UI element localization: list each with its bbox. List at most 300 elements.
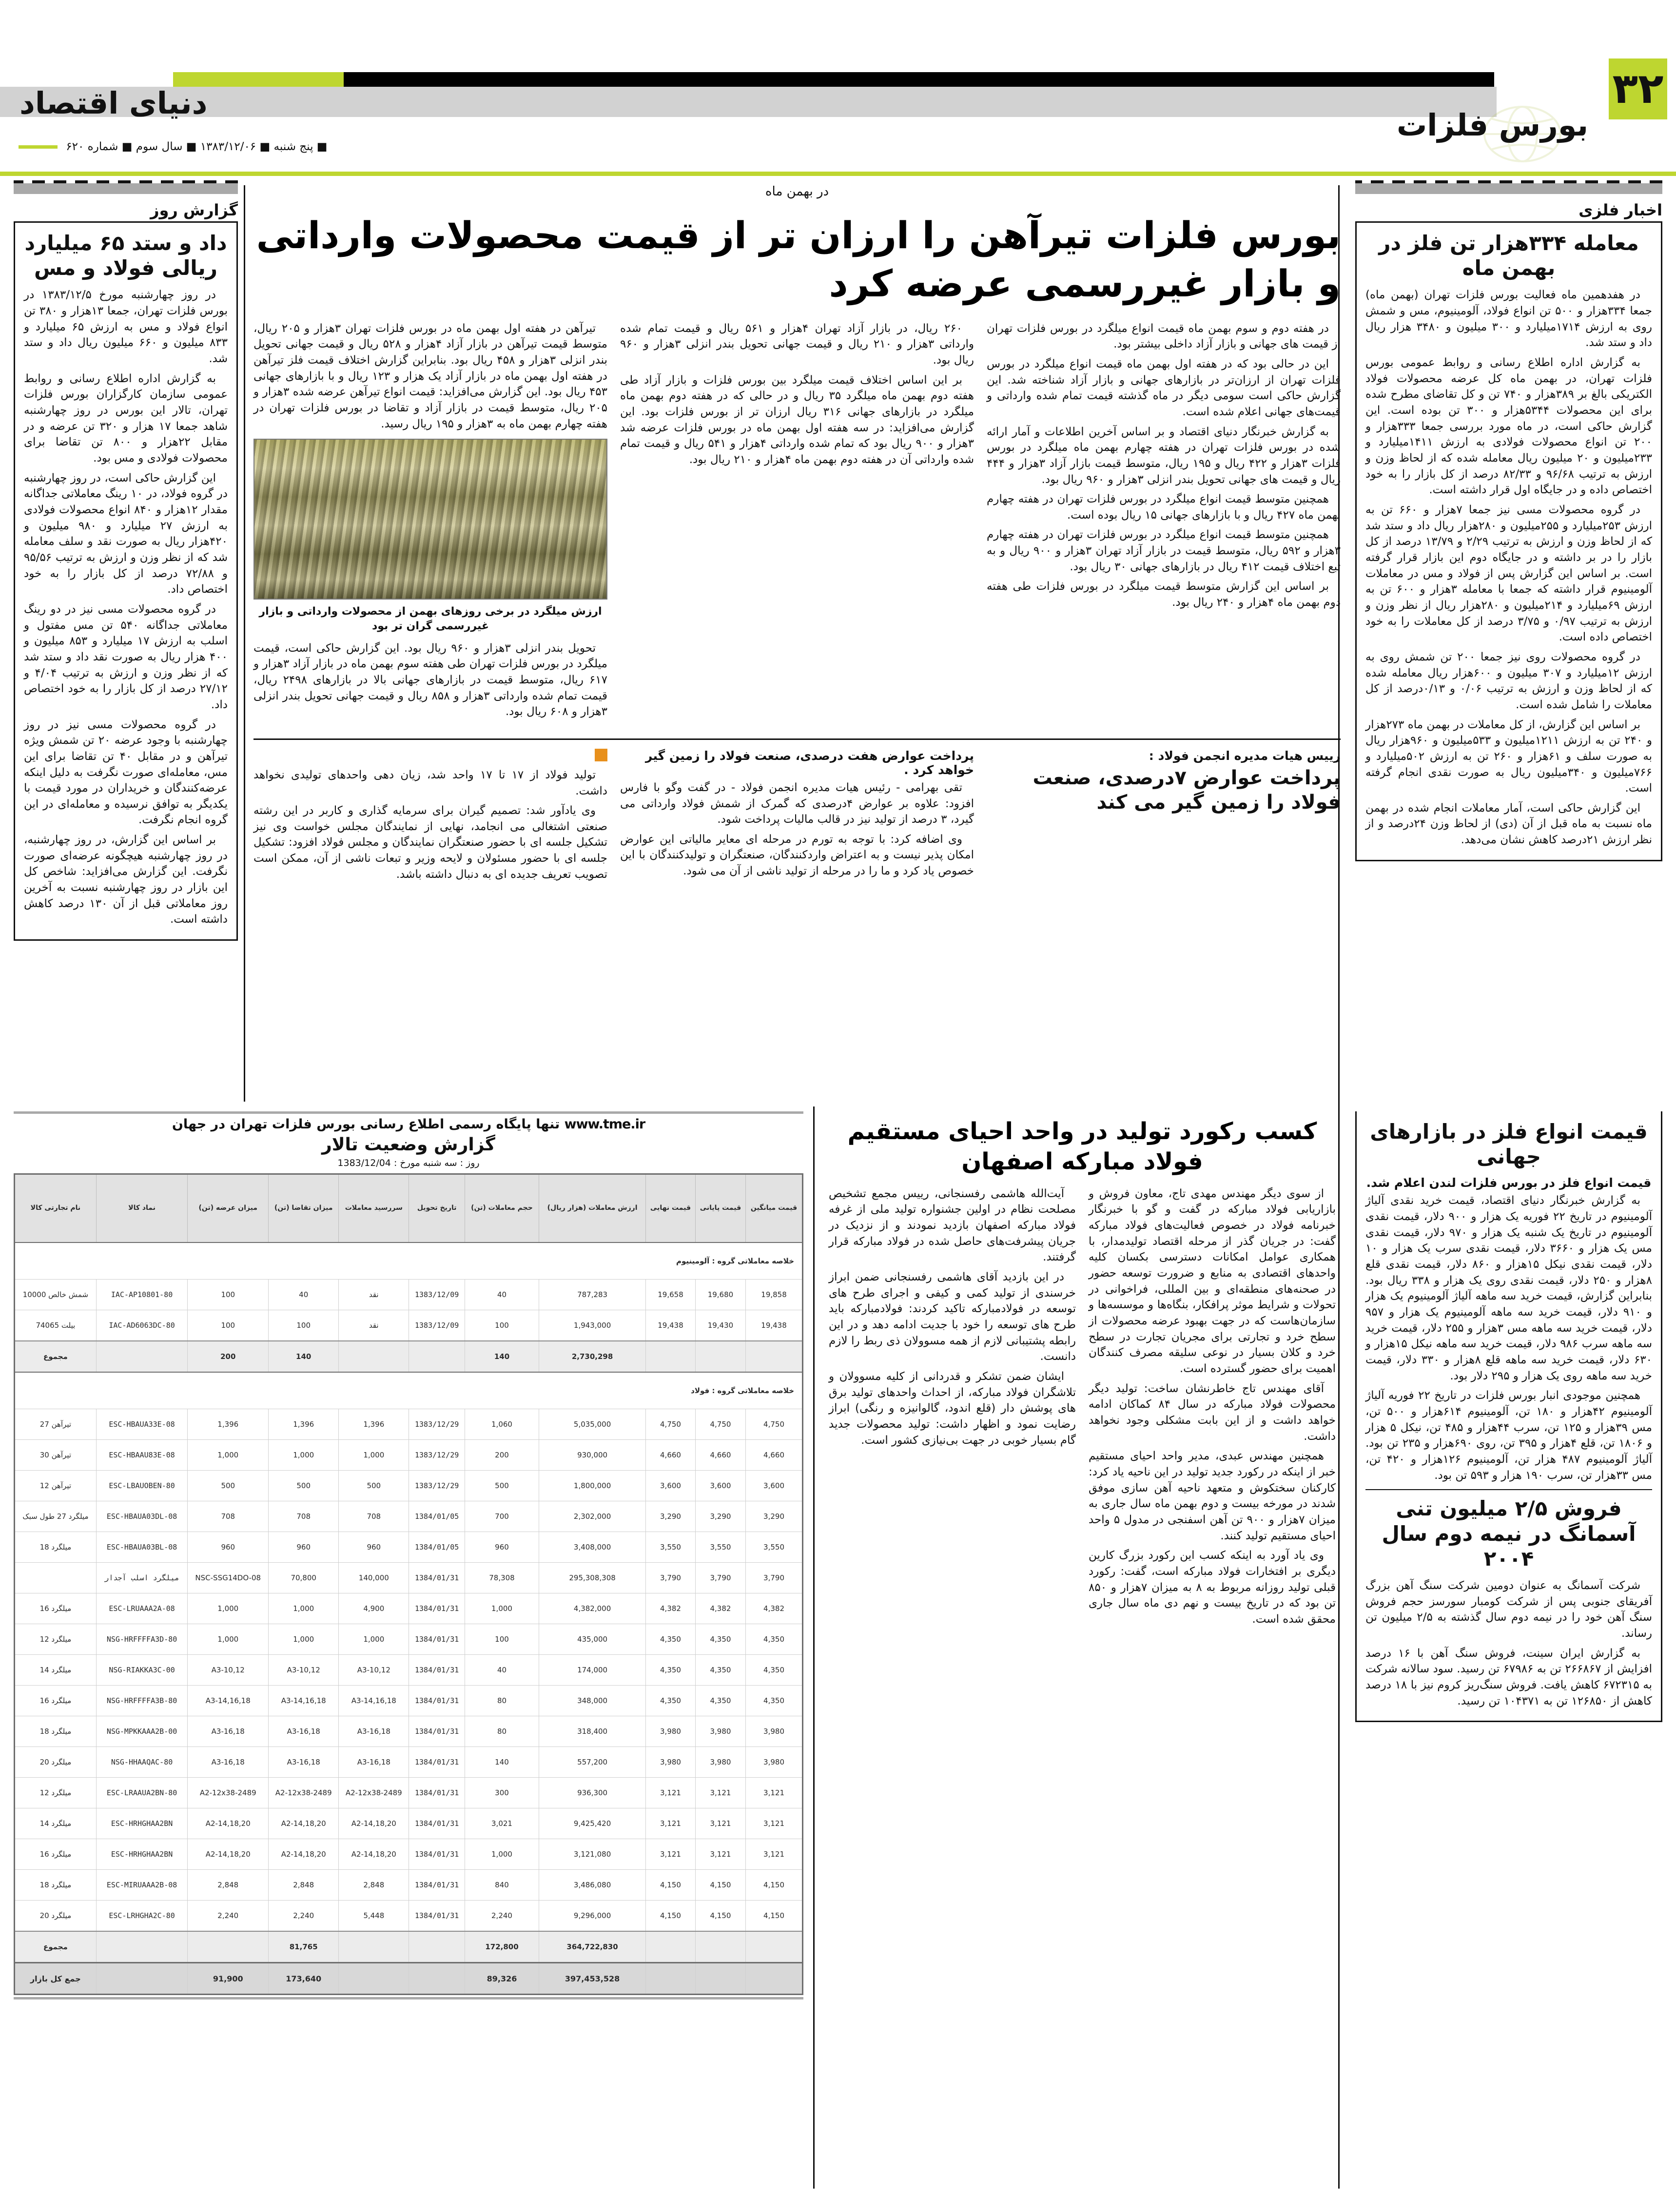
col-avg-price: قیمت میانگین	[746, 1174, 803, 1243]
table-cell: 1384/01/31	[409, 1870, 465, 1901]
table-cell: 4,382	[646, 1593, 696, 1624]
table-cell	[746, 1931, 803, 1963]
col-trade-value: ارزش معاملات (هزار ریال)	[539, 1174, 646, 1243]
table-cell: 1,000	[269, 1440, 339, 1471]
left-para: این گزارش حاکی است، در روز چهارشنبه در گروه فولاد، در ۱۰ رینگ معاملاتی جداگانه مقدار ۱۲هزار و ۸۴۰ انواع محصولات فولادی به ارزش ۲۷ میلیارد و ۹۸۰ میلیون و ۴۲۰هزار ریال به صورت نقد و سلف معامله شد که از نظر وزن و ارزش به ترتیب ۹۵/۵۶ و ۷۲/۸۸ درصد از کل بازار را به خود اختصاص داد.	[24, 471, 228, 596]
table-cell: 2,848	[339, 1870, 409, 1901]
table-cell: 91,900	[188, 1963, 269, 1995]
table-cell: IAC-AD6063DC-80	[96, 1310, 188, 1341]
table-cell: A2-12x38-2489	[269, 1778, 339, 1808]
table-cell: 200	[465, 1440, 539, 1471]
table-title: گزارش وضعیت تالار	[322, 1135, 495, 1155]
table-cell: مجموع	[15, 1931, 97, 1963]
table-cell: 3,290	[695, 1501, 745, 1532]
left-para: به گزارش اداره اطلاع رسانی و روابط عمومی سازمان کارگزاران بورس فلزات تهران، تالار این بورس در روز چهارشنبه شاهد جمعا ۱۷ هزار و ۳۲۰ تن عرضه و در مقابل ۲۲هزار و ۸۰۰ تن تقاضا برای محصولات فولادی و مس بود.	[24, 372, 228, 465]
table-cell: 3,121	[695, 1839, 745, 1870]
table-cell: 1,060	[465, 1409, 539, 1440]
table-cell: 80	[465, 1686, 539, 1716]
table-cell: 1384/01/31	[409, 1624, 465, 1655]
mid-para: آقای مهندس تاج خاطرنشان ساخت: تولید دیگر محصولات فولاد مبارکه در سال ۸۴ کماکان ادامه خواهد داشت و از این بابت مشکلی وجود نخواهد داشت.	[1089, 1382, 1336, 1443]
table-cell: 708	[339, 1501, 409, 1532]
right-story-box-2	[1355, 1111, 1662, 1722]
dateline-dash	[19, 145, 58, 149]
table-cell: A2-14,18,20	[188, 1839, 269, 1870]
article-separator	[253, 738, 1341, 740]
table-cell: 1384/01/31	[409, 1901, 465, 1932]
table-cell	[646, 1963, 696, 1995]
table-cell: 4,350	[646, 1655, 696, 1686]
masthead-logo: دنیای اقتصاد	[19, 85, 208, 121]
mid-para: از سوی دیگر مهندس مهدی تاج، معاون فروش و بازاریابی فولاد مبارکه در گفت و گو با خبرنگار خبرنامه فولاد در خصوص فعالیت‌های فولاد مبارکه گفت: در جریان گذر از مرحله اقتصاد تولیدمدار، با همکاری عوامل امکانات دسترسی بکسان کلیه واحدهای اقتصادی به منابع و ضرورت توسعه حضور در صحنه‌های منطقه‌ای و بین المللی، فراخوانی در تحولات و شرایط موثر پرافکار، بنگاه‌ها و موسسه‌ها و سازمان‌هاست که در جهت بهبود عرضه محصولات از سطح خرد و تجارتی برای مجریان تجارت در سطح خرد و کلان بسیار در نوعی سلیقه مصرف کنندگان اهمیت برای حضور گسترده است.	[1089, 1187, 1336, 1375]
table-cell: 4,150	[646, 1901, 696, 1932]
table-cell: 1384/01/31	[409, 1655, 465, 1686]
right-headline-1: معامله ۳۳۴هزار تن فلز در بهمن ماه	[1379, 231, 1639, 280]
left-headline: داد و ستد ۶۵ میلیارد ریالی فولاد و مس	[24, 231, 227, 280]
table-cell: 19,438	[646, 1310, 696, 1341]
table-cell	[339, 1963, 409, 1995]
table-cell: 81,765	[269, 1931, 339, 1963]
col-demand: میزان تقاضا (تن)	[269, 1174, 339, 1243]
table-cell: ESC-LBAUOBEN-80	[96, 1471, 188, 1501]
table-cell: 3,121	[646, 1808, 696, 1839]
table-cell: 4,750	[746, 1409, 803, 1440]
table-cell: 4,350	[695, 1624, 745, 1655]
table-cell: میلگرد 20	[15, 1901, 97, 1932]
table-cell: 960	[339, 1532, 409, 1563]
table-cell: 1,000	[188, 1440, 269, 1471]
table-cell: 3,121	[746, 1778, 803, 1808]
table-cell: 140	[465, 1341, 539, 1372]
section-title: بورس فلزات	[1396, 107, 1588, 143]
article-overline: در بهمن ماه	[765, 184, 829, 199]
table-cell: A2-14,18,20	[339, 1839, 409, 1870]
table-cell: A3-16,18	[339, 1747, 409, 1778]
table-cell	[339, 1341, 409, 1372]
table-cell: NSG-RIAKKA3C-00	[96, 1655, 188, 1686]
table-cell: 1384/01/31	[409, 1686, 465, 1716]
table-cell: 40	[465, 1655, 539, 1686]
right-para: همچنین موجودی انبار بورس فلزات در تاریخ ۲۲ فوریه آلیاژ آلومینیوم ۴۲هزار و ۱۸۰ تن، آلومینیوم ۶۱۴هزار و ۵۰۰ تن، مس ۳۹هزار و ۱۲۵ تن، سرب ۴۴هزار و ۴۸۵ تن، نیکل ۵ هزار و ۱۸۰۶ تن، قلع ۴هزار و ۳۹۵ تن، روی ۶۹۰هزار و ۲۳۵ تن بود. آلیاژ آلومینیوم ۴۸۷ هزار تن، آلومینیوم ۱۲۶هزار و ۴۲۰ تن، مس ۳۳هزار تن، سرب ۱۹۰ هزار و ۵۹۳ تن بود.	[1365, 1389, 1653, 1482]
table-cell: 3,121	[695, 1778, 745, 1808]
table-cell: 4,350	[646, 1624, 696, 1655]
table-cell: 4,660	[695, 1440, 745, 1471]
table-cell: NSG-HRFFFFA3B-80	[96, 1686, 188, 1716]
col-supply: میزان عرضه (تن)	[188, 1174, 269, 1243]
table-cell: 4,150	[695, 1901, 745, 1932]
table-row	[15, 1501, 803, 1532]
right-separator	[1365, 1489, 1652, 1490]
table-cell: میلگرد 18	[15, 1532, 97, 1563]
steel-label: رییس هیات مدیره انجمن فولاد :	[1149, 748, 1341, 763]
table-cell: A3-16,18	[339, 1716, 409, 1747]
table-cell: 708	[269, 1501, 339, 1532]
table-cell: 1,396	[339, 1409, 409, 1440]
table-cell: 3,790	[695, 1563, 745, 1593]
tme-url[interactable]: www.tme.ir	[564, 1117, 645, 1132]
table-cell: 708	[188, 1501, 269, 1532]
table-cell: IAC-AP10801-80	[96, 1280, 188, 1310]
table-cell: 3,550	[695, 1532, 745, 1563]
table-cell: 3,600	[695, 1471, 745, 1501]
mid-lower-article	[829, 1116, 1336, 1631]
table-date: روز : سه شنبه مورخ : 1383/12/04	[337, 1158, 480, 1168]
table-cell: جمع کل بازار	[15, 1963, 97, 1995]
table-cell: تیرآهن 30	[15, 1440, 97, 1471]
table-cell: 3,980	[646, 1716, 696, 1747]
table-row	[15, 1593, 803, 1624]
table-cell: A3-14,16,18	[188, 1686, 269, 1716]
mid-para: وی یاد آورد به اینکه کسب این رکورد بزرگ کارین دیگری بر افتخارات فولاد مبارکه است، گفت: رکورد قبلی تولید روزانه مربوط به ۸ به میزان ۷هزار و ۸۵۰ تن بود که در تاریخ بیست و نهم دی ماه سال جاری محقق شده است.	[1089, 1549, 1336, 1626]
table-cell: میلگرد 18	[15, 1870, 97, 1901]
article-col-1	[253, 321, 607, 724]
article-para: بر اساس این گزارش متوسط قیمت میلگرد در بورس فلزات طی هفته دوم بهمن ماه ۴هزار و ۲۴۰ ریال بود.	[987, 580, 1341, 609]
table-group-row	[15, 1242, 803, 1280]
table-cell: 3,121	[746, 1839, 803, 1870]
mid-lower-columns	[829, 1186, 1336, 1631]
table-cell: ESC-LRHGHA2C-80	[96, 1901, 188, 1932]
table-cell: 140	[465, 1747, 539, 1778]
table-cell: 1,000	[188, 1624, 269, 1655]
table-cell: 3,121	[746, 1808, 803, 1839]
mid-para: ایشان ضمن تشکر و قدردانی از کلیه مسوولان و تلاشگران فولاد مبارکه، از احداث واحدهای تولید برق های پوشش دار (قلع اندود، گالوانیزه و رنگی) ابراز رضایت نمود و اظهار داشت: تولید محصولات جدید گام بسیار خوبی در جهت بی‌نیازی کشور است.	[829, 1370, 1076, 1447]
tme-table	[14, 1173, 803, 1995]
table-group-label: خلاصه معاملاتی گروه : فولاد	[15, 1372, 803, 1409]
table-cell: نقد	[339, 1310, 409, 1341]
table-cell: 1384/01/31	[409, 1747, 465, 1778]
table-cell: 100	[188, 1280, 269, 1310]
table-cell: A3-14,16,18	[269, 1686, 339, 1716]
right-para: در هفدهمین ماه فعالیت بورس فلزات تهران (بهمن ماه) جمعا ۳۳۴هزار و ۵۰۰ تن انواع فولاد، آلومینیوم، مس و شمش روی به ارزش ۱۷۱۴میلیارد و ۳۰۰ میلیون و ۳۴۸۰ هزار ریال داد و ستد شد.	[1365, 289, 1653, 349]
site-note-text: تنها پایگاه رسمی اطلاع رسانی بورس فلزات تهران در جهان	[172, 1117, 560, 1132]
table-cell: 787,283	[539, 1280, 646, 1310]
right-para: به گزارش خبرنگار دنیای اقتصاد، قیمت خرید نقدی آلیاژ آلومینیوم در تاریخ ۲۲ فوریه یک هزار و ۹۰۰ دلار، قیمت نقدی آلومینیوم در تاریخ یک شنبه یک هزار و ۹۷۰ دلار، قیمت نقدی مس یک هزار و ۳۶۶۰ دلار، قیمت نقدی سرب یک هزار و ۱۰ دلار، قیمت نقدی نیکل ۱۵هزار و ۸۶۰ دلار، قیمت نقدی قلع ۸هزار و ۲۵۰ دلار، قیمت نقدی روی یک هزار و ۳۳۸ ریال بود. بنابراین گزارش، قیمت خرید سه ماهه آلیاژ آلومینیوم یک هزار و ۹۱۰ دلار، قیمت خرید سه ماهه آلومینیوم یک هزار و ۹۵۷ دلار، قیمت خرید سه ماهه مس ۳هزار و ۲۵۵ دلار، قیمت خرید سه ماهه سرب ۹۸۶ دلار، قیمت خرید سه ماهه نیکل ۱۵هزار و ۶۳۰ دلار، قیمت خرید سه ماهه قلع ۸هزار و ۳۳۰ دلار، قیمت خرید سه ماهه روی یک هزار و ۲۹۵ دلار بود.	[1365, 1194, 1653, 1382]
table-cell: 1383/12/29	[409, 1409, 465, 1440]
right-lower-column	[1355, 1111, 1662, 1722]
col-maturity: سررسید معاملات	[339, 1174, 409, 1243]
table-cell: NSG-HHAAQAC-80	[96, 1747, 188, 1778]
table-row	[15, 1624, 803, 1655]
table-cell: 1384/01/05	[409, 1501, 465, 1532]
table-cell: A2-14,18,20	[188, 1808, 269, 1839]
table-row	[15, 1778, 803, 1808]
table-cell: 3,980	[746, 1747, 803, 1778]
left-grey-rule	[14, 183, 238, 194]
table-cell: 19,438	[746, 1310, 803, 1341]
right-para: این گزارش حاکی است، آمار معاملات انجام شده در بهمن ماه نسبت به ماه قبل از آن (دی) از لحاظ وزن ۲۴درصد و از نظر ارزش ۲۱درصد کاهش نشان می‌دهد.	[1365, 801, 1652, 847]
table-cell: 1,000	[465, 1593, 539, 1624]
table-cell: 5,035,000	[539, 1409, 646, 1440]
table-cell: 1,396	[188, 1409, 269, 1440]
table-cell: 700	[465, 1501, 539, 1532]
mid-lower-col-b	[1089, 1186, 1336, 1631]
table-cell	[409, 1963, 465, 1995]
steel-body-col	[620, 749, 974, 887]
table-cell: 3,980	[695, 1716, 745, 1747]
table-cell: 4,350	[746, 1655, 803, 1686]
table-cell: 19,430	[695, 1310, 745, 1341]
header-black-strip	[173, 72, 1494, 87]
table-cell: 3,486,080	[539, 1870, 646, 1901]
table-cell: 4,350	[695, 1655, 745, 1686]
article-para: ۲۶۰ ریال، در بازار آزاد تهران ۴هزار و ۵۶۱ ریال و قیمت تمام شده وارداتی ۳هزار و ۲۱۰ ریال و قیمت جهانی تحویل بندر انزلی ۳هزار و ۹۶۰ ریال بود.	[620, 322, 974, 367]
table-cell: 4,382,000	[539, 1593, 646, 1624]
table-row	[15, 1870, 803, 1901]
table-row	[15, 1310, 803, 1341]
table-bottom-rule	[14, 1997, 803, 1999]
article-para: در هفته دوم و سوم بهمن ماه قیمت انواع میلگرد در بورس فلزات تهران از قیمت های جهانی و بازار آزاد داخلی بیشتر بود.	[987, 322, 1341, 351]
table-cell: 318,400	[539, 1716, 646, 1747]
table-cell: بیلت 74065	[15, 1310, 97, 1341]
table-cell: 4,350	[695, 1686, 745, 1716]
right-lead-2: قیمت انواع فلز در بورس فلزات لندن اعلام شد.	[1366, 1176, 1652, 1190]
dateline	[19, 140, 328, 153]
table-grandtotal-row	[15, 1963, 803, 1995]
table-cell: A3-10,12	[269, 1655, 339, 1686]
table-cell: 1383/12/29	[409, 1471, 465, 1501]
table-cell: 4,750	[646, 1409, 696, 1440]
table-cell	[409, 1931, 465, 1963]
table-cell: 3,790	[746, 1563, 803, 1593]
article-para: همچنین متوسط قیمت انواع میلگرد در بورس فلزات تهران در هفته چهارم بهمن ماه ۴۲۷ ریال و با بازارهای جهانی ۱۵ ریال بوده است.	[987, 493, 1341, 522]
table-cell: 2,240	[188, 1901, 269, 1932]
table-cell: 1,396	[269, 1409, 339, 1440]
table-cell: 1383/12/09	[409, 1310, 465, 1341]
article-para: همچنین متوسط قیمت انواع میلگرد در بورس فلزات تهران در هفته چهارم ۳هزار و ۵۹۲ ریال، متوسط قیمت در بازار آزاد تهران ۳هزار و ۹۰۰ ریال و به تبع اختلاف قیمت ۴۱۲ ریال در بازارهای جهانی ۳۰ ریال بود.	[987, 528, 1341, 573]
right-column	[1355, 180, 1662, 861]
left-para: در گروه محصولات مسی نیز در دو رینگ معاملاتی جداگانه ۵۴۰ تن مس مفتول و اسلب به ارزش ۱۷ میلیارد و ۸۵۳ میلیون و ۴۰۰ هزار ریال به صورت نقد داد و ستد شد که از نظر وزن و ارزش به ترتیب ۴/۰۴ و ۲۷/۱۲ درصد از کل بازار را به خود اختصاص داد.	[24, 602, 228, 711]
right-grey-rule	[1355, 183, 1662, 194]
table-cell: 3,121	[646, 1839, 696, 1870]
table-cell: میلگرد 16	[15, 1839, 97, 1870]
table-row	[15, 1471, 803, 1501]
right-para: در گروه محصولات روی نیز جمعا ۲۰۰ تن شمش روی به ارزش ۱۲میلیارد و ۳۰۷ میلیون و ۶۰۰هزار ریال معامله شده که از لحاظ وزن و ارزش به ترتیب ۰/۰۶ و ۰/۱۳درصد از کل معاملات را شامل شده است.	[1365, 650, 1652, 711]
table-cell: 840	[465, 1870, 539, 1901]
table-body	[15, 1242, 803, 1995]
table-cell: ESC-LRUAAA2A-08	[96, 1593, 188, 1624]
table-cell: 5,448	[339, 1901, 409, 1932]
table-cell: A2-12x38-2489	[339, 1778, 409, 1808]
page-number: ۳۲	[1609, 58, 1667, 119]
table-cell: 3,121	[646, 1778, 696, 1808]
table-cell: 140	[269, 1341, 339, 1372]
table-cell	[96, 1341, 188, 1372]
orange-marker	[595, 749, 607, 761]
table-cell: 19,680	[695, 1280, 745, 1310]
table-cell	[646, 1931, 696, 1963]
table-site-note	[14, 1117, 803, 1132]
table-cell: 3,980	[695, 1747, 745, 1778]
footer-para: تولید فولاد از ۱۷ تا ۱۷ واحد شد، زیان دهی واحدهای تولیدی نخواهد داشت.	[253, 768, 607, 797]
article-para: بر این اساس اختلاف قیمت میلگرد بین بورس فلزات و بازار آزاد طی هفته دوم بهمن ماه میلگرد ۳۵ ریال و در حالی که در هفته دوم بهمن ماه میلگرد در بازارهای جهانی ۳۱۶ ریال ارزان تر از بورس فلزات بود. این گزارش می‌افزاید: در سه هفته اول بهمن ماه در بورس فلزات عرضه شد ۳هزار و ۹۰۰ ریال بود که تمام شده وارداتی ۴هزار و ۵۴۱ ریال و قیمت تمام شده وارداتی آن در هفته دوم بهمن ماه ۴هزار و ۲۱۰ ریال بود.	[620, 373, 974, 466]
table-row	[15, 1716, 803, 1747]
table-cell: 40	[465, 1280, 539, 1310]
table-cell: 174,000	[539, 1655, 646, 1686]
table-cell: 435,000	[539, 1624, 646, 1655]
table-cell: NSC-SSG14DO-08	[188, 1563, 269, 1593]
table-cell: 4,660	[646, 1440, 696, 1471]
table-cell	[96, 1931, 188, 1963]
mid-para: همچنین مهندس عبدی، مدیر واحد احیای مستقیم خبر از اینکه در رکورد جدید تولید در این ناحیه یاد کرد: کارکنان سختکوش و متعهد ناحیه آهن سازی موفق شدند در مورخه بیست و دوم بهمن ماه سال جاری به میزان ۷هزار و ۹۰۰ تن آهن اسفنجی در مدول ۵ واحد احیای مستقیم تولید کنند.	[1089, 1450, 1336, 1542]
article-footer-columns	[253, 749, 1341, 887]
table-cell	[746, 1963, 803, 1995]
table-cell: 557,200	[539, 1747, 646, 1778]
table-cell: میلگرد اسلب آجدار	[96, 1563, 188, 1593]
table-cell: میلگرد 16	[15, 1593, 97, 1624]
table-cell: 19,858	[746, 1280, 803, 1310]
article-headline: بورس فلزات تیرآهن را ارزان تر از قیمت محصولات وارداتی و بازار غیررسمی عرضه کرد	[256, 213, 1341, 305]
table-cell: 140,000	[339, 1563, 409, 1593]
table-cell: 173,640	[269, 1963, 339, 1995]
right-para: به گزارش اداره اطلاع رسانی و روابط عمومی بورس فلزات تهران، در بهمن ماه کل عرضه محصولات فولاد الکتریکی بالغ بر ۳۸۹هزار و ۷۴۰ تن و کل تقاضای مطرح شده برای این محصولات ۵۳۴۴هزار و ۳۰۰ تن بوده است. این گزارش حاکی است، در ماه مورد بررسی جمعا ۳۳۳هزار و ۲۰۰ تن انواع محصولات فولادی به ارزش ۱۴۱۱میلیارد و ۲۳۳میلیون و ۲۰ میلیون ریال معامله شده که از لحاظ وزن و ارزش به ترتیب ۹۶/۶۸ و ۸۲/۳۳ درصد از کل بازار را به خود اختصاص داده و در جایگاه اول قرار داشته است.	[1365, 356, 1653, 497]
col-close-price: قیمت پایانی	[695, 1174, 745, 1243]
steel-headline-col	[987, 749, 1341, 887]
table-cell	[695, 1931, 745, 1963]
table-header-row	[15, 1174, 803, 1243]
table-cell: 4,382	[746, 1593, 803, 1624]
table-cell: ESC-LRAAUA2BN-80	[96, 1778, 188, 1808]
table-group-label: خلاصه معاملاتی گروه : آلومینیوم	[15, 1242, 803, 1280]
table-cell: 1,000	[269, 1593, 339, 1624]
table-cell: A3-16,18	[188, 1716, 269, 1747]
table-cell	[746, 1341, 803, 1372]
table-subtotal-row	[15, 1931, 803, 1963]
table-cell: 2,302,000	[539, 1501, 646, 1532]
col-final-price: قیمت نهایی	[646, 1174, 696, 1243]
table-cell: میلگرد 14	[15, 1808, 97, 1839]
header-green-rule	[0, 172, 1676, 176]
table-head	[15, 1174, 803, 1243]
table-cell	[96, 1963, 188, 1995]
table-cell	[695, 1963, 745, 1995]
table-cell: 500	[269, 1471, 339, 1501]
table-cell: 960	[269, 1532, 339, 1563]
table-cell: میلگرد 12	[15, 1778, 97, 1808]
mid-lower-col-a	[829, 1186, 1076, 1631]
left-para: بر اساس این گزارش، در روز چهارشنبه، در روز چهارشنبه هیچگونه عرضه‌ای صورت نگرفت. این گزارش می‌افزاید: شاخص کل این بازار در روز چهارشنبه نسبت به آخرین روز معاملاتی قبل از آن ۱۳۰ درصد کاهش داشته است.	[24, 834, 228, 926]
table-cell: 80	[465, 1716, 539, 1747]
table-cell: 100	[188, 1310, 269, 1341]
table-cell: 500	[465, 1471, 539, 1501]
table-cell: 4,350	[746, 1624, 803, 1655]
table-cell: 1384/01/31	[409, 1808, 465, 1839]
table-row	[15, 1563, 803, 1593]
table-cell: 1384/01/31	[409, 1716, 465, 1747]
photo-caption: ارزش میلگرد در برخی روزهای بهمن از محصولات وارداتی و بازار غیررسمی گران تر بود	[259, 605, 602, 632]
col-symbol: نماد کالا	[96, 1174, 188, 1243]
table-cell: 4,660	[746, 1440, 803, 1471]
table-cell: 40	[269, 1280, 339, 1310]
table-cell: A3-10,12	[339, 1655, 409, 1686]
page-header	[0, 0, 1676, 153]
table-cell: ESC-HRHGHAA2BN	[96, 1808, 188, 1839]
table-cell: 295,308,308	[539, 1563, 646, 1593]
table-cell: ESC-HBAUA33E-08	[96, 1409, 188, 1440]
table-cell: A3-16,18	[269, 1747, 339, 1778]
table-cell: A2-12x38-2489	[188, 1778, 269, 1808]
table-cell: 4,350	[746, 1686, 803, 1716]
tme-table-section	[14, 1111, 803, 1999]
table-cell: 1384/01/31	[409, 1563, 465, 1593]
table-cell: 1,000	[465, 1839, 539, 1870]
table-cell: A3-16,18	[269, 1716, 339, 1747]
table-row	[15, 1655, 803, 1686]
right-story-box-1	[1355, 221, 1662, 861]
table-cell: NSG-MPKKAAA2B-00	[96, 1716, 188, 1747]
table-cell: 1384/01/31	[409, 1593, 465, 1624]
table-cell: 3,980	[746, 1716, 803, 1747]
table-cell: 1,000	[269, 1624, 339, 1655]
mid-para: در این بازدید آقای هاشمی رفسنجانی ضمن ابراز خرسندی از تولید کمی و کیفی و اجرای طرح های توسعه در فولادمبارکه تاکید کردند: فولادمبارکه باید طرح های توسعه را خود با جدیت ادامه دهد و در این رابطه پشتیبانی لازم از همه مسوولان ذی ربط را لازم دانست.	[829, 1271, 1076, 1363]
table-cell: 3,021	[465, 1808, 539, 1839]
table-cell: 4,900	[339, 1593, 409, 1624]
table-cell: 1383/12/09	[409, 1280, 465, 1310]
left-para: در گروه محصولات مسی نیز در روز چهارشنبه با وجود عرضه ۲۰ تن شمش ویژه تیرآهن و در مقابل ۴۰ تن تقاضا برای این مس، معامله‌ای صورت نگرفت به دلیل اینکه عرضه‌کنندگان و خریداران در مورد قیمت با یکدیگر به توافق نرسیده و معامله‌ای در این گروه انجام نگرفت.	[24, 718, 228, 827]
dateline-text: ■ پنج شنبه ■ ۱۳۸۳/۱۲/۰۶ ■ سال سوم ■ شماره ۶۲۰	[66, 140, 328, 153]
table-row	[15, 1901, 803, 1932]
divider-mid-lower	[813, 1106, 815, 2189]
table-cell: 4,350	[646, 1686, 696, 1716]
left-body	[24, 287, 228, 928]
table-row	[15, 1808, 803, 1839]
table-cell: 1,943,000	[539, 1310, 646, 1341]
col-delivery-date: تاریخ تحویل	[409, 1174, 465, 1243]
table-cell: 3,790	[646, 1563, 696, 1593]
table-cell: 200	[188, 1341, 269, 1372]
table-cell: A3-14,16,18	[339, 1686, 409, 1716]
table-top-rule	[14, 1111, 803, 1114]
table-cell: میلگرد 12	[15, 1624, 97, 1655]
left-column	[14, 180, 238, 941]
article-para: تیرآهن در هفته اول بهمن ماه در بورس فلزات تهران ۳هزار و ۲۰۵ ریال، متوسط قیمت تیرآهن در بازار آزاد ۴هزار و ۵۲۸ ریال و قیمت جهانی تحویل بندر انزلی ۳هزار و ۴۵۸ ریال بود. بنابراین گزارش اختلاف قیمت فلز تیرآهن در هفته اول بهمن ماه در بازار آزاد یک هزار و ۱۲۳ ریال و با بازارهای جهانی ۴۵۳ ریال بود. این گزارش می‌افزاید: قیمت انواع تیرآهن عرضه شده ۳هزار و ۲۰۵ ریال، متوسط قیمت در بازار آزاد و تقاضا در بورس فلزات تهران در هفته چهارم بهمن ماه به ۳هزار و ۱۹۵ ریال رسید.	[253, 322, 608, 430]
table-cell: 19,658	[646, 1280, 696, 1310]
table-cell: A3-16,18	[188, 1747, 269, 1778]
table-cell: 70,800	[269, 1563, 339, 1593]
table-cell: 172,800	[465, 1931, 539, 1963]
table-cell: 9,425,420	[539, 1808, 646, 1839]
table-cell: 3,550	[646, 1532, 696, 1563]
table-cell: ESC-HRHGHAA2BN	[96, 1839, 188, 1870]
table-cell: 2,240	[465, 1901, 539, 1932]
footer-para: وی یادآور شد: تصمیم گیران برای سرمایه گذاری و کاربر در این رشته صنعتی اشتغالی می انجامد، نهایی از نمایندگان مجلس خواست وی نیز تشکیل جلسه ای با حضور صنعتگران نمایندگان و مجلس فولاد افزود: تشکیل جلسه ای با حضور مسئولان و لایحه وزیر و تبعات ناشی از آن، ممکن است تصویب تعریف جدیده ای به دنبال داشته باشد.	[253, 804, 607, 881]
table-cell: 3,121,080	[539, 1839, 646, 1870]
article-columns	[253, 321, 1341, 724]
table-row	[15, 1747, 803, 1778]
table-cell: 3,600	[646, 1471, 696, 1501]
table-cell: 4,150	[695, 1870, 745, 1901]
table-cell: A2-14,18,20	[269, 1808, 339, 1839]
table-cell: میلگرد 27 طول سبک	[15, 1501, 97, 1532]
table-cell: 960	[188, 1532, 269, 1563]
table-cell: 78,308	[465, 1563, 539, 1593]
table-cell: ESC-HBAUA03BL-08	[96, 1532, 188, 1563]
table-cell: 3,121	[695, 1808, 745, 1839]
article-para: به گزارش خبرنگار دنیای اقتصاد و بر اساس آخرین اطلاعات و آمار ارائه شده در بورس فلزات تهران در هفته چهارم بهمن ماه میلگرد در بورس فلزات ۳هزار و ۴۲۲ ریال و ۱۹۵ ریال، متوسط قیمت بازار آزاد ۳هزار و ۴۴۴ ریال و قیمت های جهانی تحویل بندر انزلی ۳هزار و ۹۶۰ ریال بود.	[987, 425, 1341, 486]
table-cell: میلگرد 16	[15, 1686, 97, 1716]
table-cell	[188, 1931, 269, 1963]
table-cell: 100	[465, 1624, 539, 1655]
article-col-2	[620, 321, 974, 724]
table-cell: 3,290	[646, 1501, 696, 1532]
table-cell: ESC-HBAAU83E-08	[96, 1440, 188, 1471]
steel-headline: پرداخت عوارض ۷درصدی، صنعت فولاد را زمین گیر می کند	[1033, 766, 1341, 814]
table-cell: 2,730,298	[539, 1341, 646, 1372]
table-cell: 4,150	[746, 1901, 803, 1932]
right-para: به گزارش ایران سینت، فروش سنگ آهن با ۱۶ درصد افزایش از ۲۶۶۸۶۷ تن به ۶۷۹۸۶ تن رسید. سود سالانه شرکت به ۶۷۲۳۱۵ کاهش یافت. فروش سنگ‌ریز کروم نیز با ۱۸ درصد کاهش از ۱۲۶۸۵۰ تن به ۱۰۴۳۷۱ تن رسید.	[1365, 1647, 1653, 1708]
table-cell: 3,600	[746, 1471, 803, 1501]
mid-para: آیت‌الله هاشمی رفسنجانی، رییس مجمع تشخیص مصلحت نظام در اولین جشنواره تولید ملی از غرفه فولاد مبارکه اصفهان بازدید نمودند و از نزدیک در جریان پیشرفت‌های حاصل شده در فولاد مبارکه قرار گرفتند.	[829, 1187, 1076, 1264]
table-cell: 9,296,000	[539, 1901, 646, 1932]
table-cell: شمش خالص 10000	[15, 1280, 97, 1310]
